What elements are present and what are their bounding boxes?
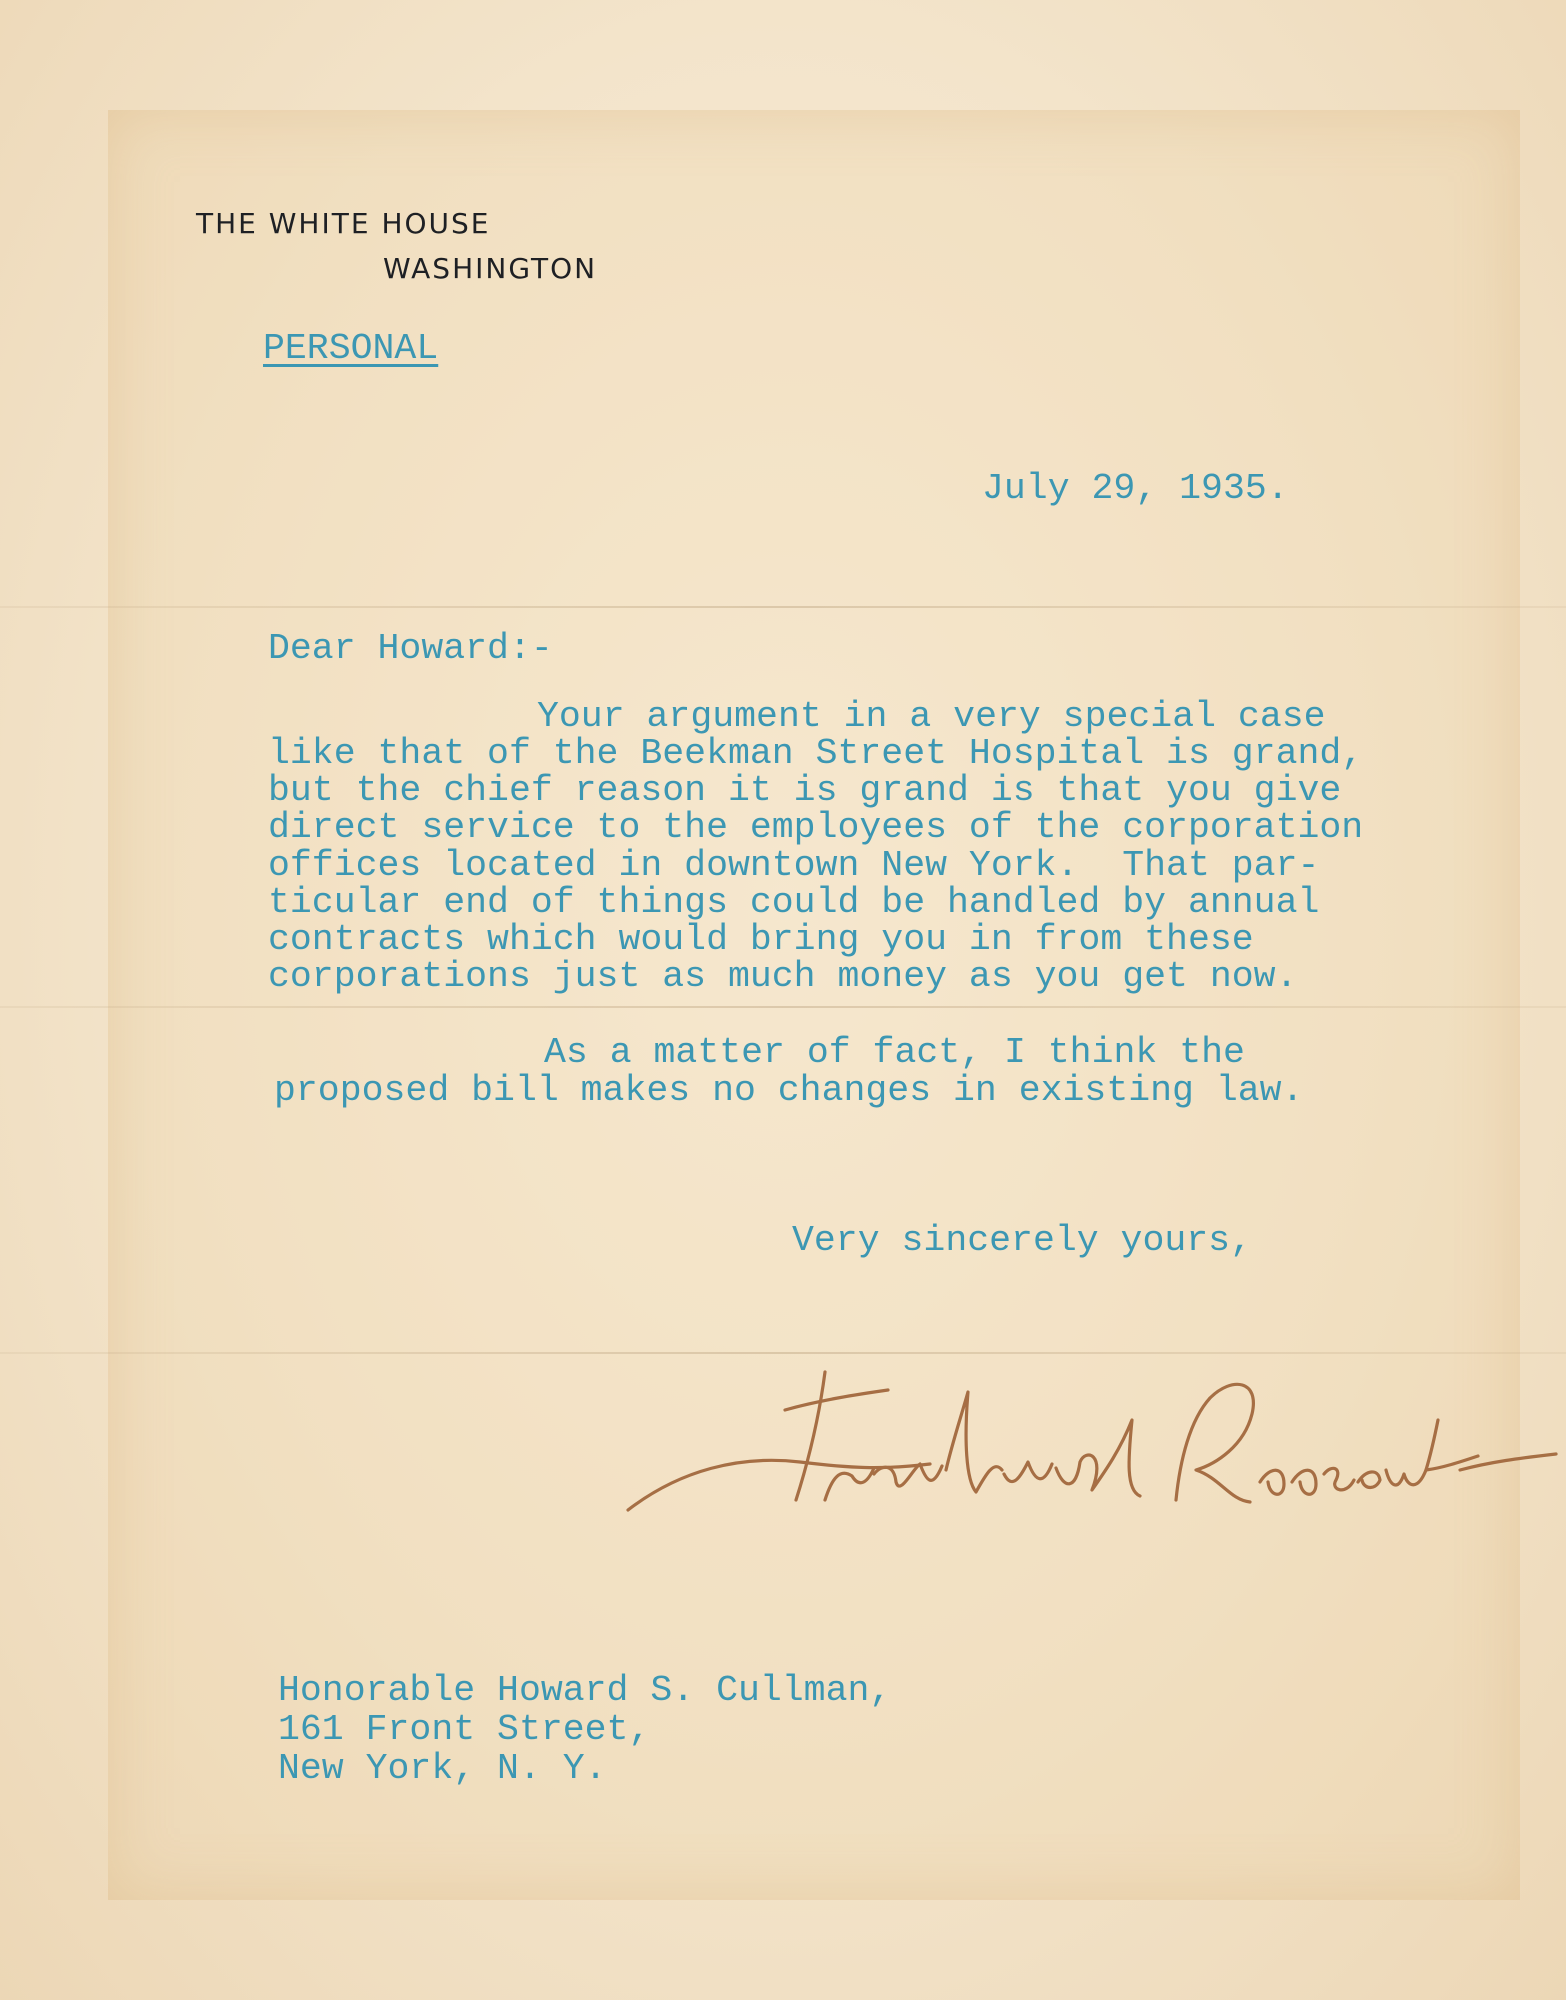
letterhead-title: THE WHITE HOUSE [196, 207, 491, 240]
closing: Very sincerely yours, [792, 1220, 1252, 1261]
body-line: contracts which would bring you in from these [268, 919, 1254, 960]
fold-line-middle [0, 1006, 1566, 1008]
address-street: 161 Front Street, [278, 1709, 651, 1750]
address-name: Honorable Howard S. Cullman, [278, 1670, 892, 1711]
body-line: direct service to the employees of the corporation [268, 807, 1364, 848]
body-line: but the chief reason it is grand is that you give [268, 770, 1342, 811]
body-line: Your argument in a very special case [537, 696, 1326, 737]
body-line: proposed bill makes no changes in existing law. [274, 1070, 1304, 1111]
letter-date: July 29, 1935. [982, 468, 1289, 509]
salutation: Dear Howard:- [268, 628, 553, 669]
body-line: like that of the Beekman Street Hospital is grand, [268, 733, 1364, 774]
address-city: New York, N. Y. [278, 1748, 607, 1789]
body-line: As a matter of fact, I think the [544, 1032, 1245, 1073]
signature [620, 1350, 1560, 1540]
fold-line-upper [0, 606, 1566, 608]
paper-inner-tone [108, 110, 1520, 1900]
letterhead-city: WASHINGTON [383, 252, 598, 285]
personal-mark: PERSONAL [263, 328, 439, 369]
body-line: offices located in downtown New York. That par- [268, 845, 1320, 886]
body-line: ticular end of things could be handled by annual [268, 882, 1320, 923]
body-line: corporations just as much money as you get now. [268, 956, 1298, 997]
